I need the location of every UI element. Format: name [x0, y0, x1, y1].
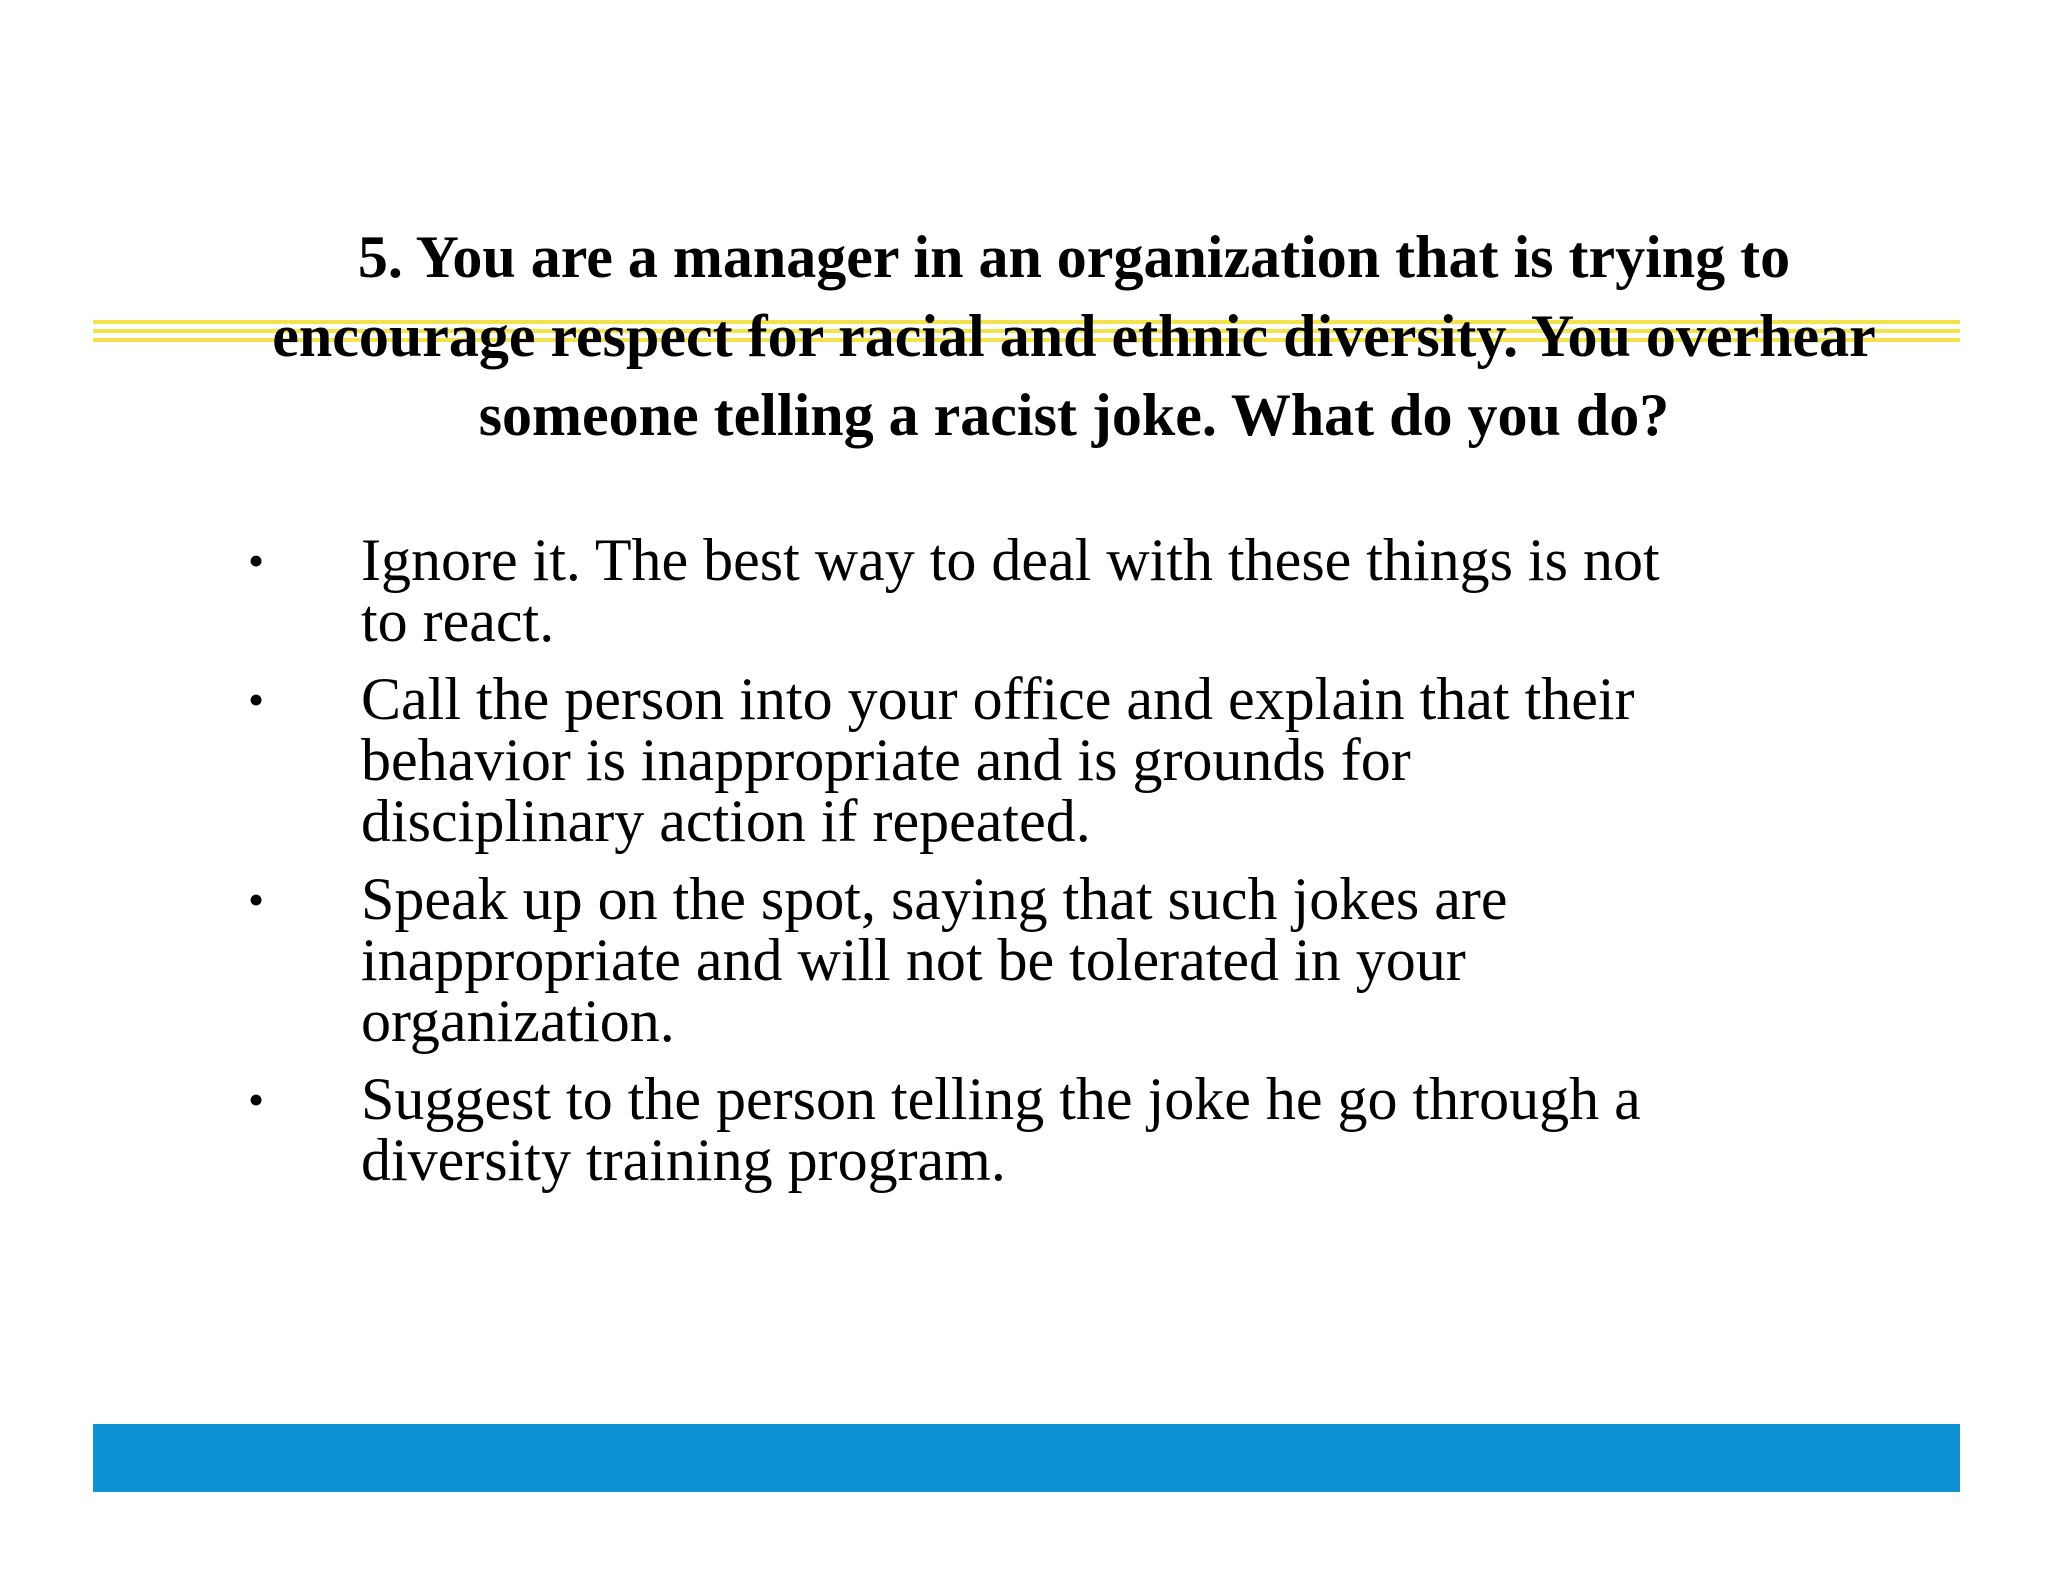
option-text-line: Speak up on the spot, saying that such jokes are — [361, 866, 1508, 932]
title-line: encourage respect for racial and ethnic diversity. You overhear — [272, 303, 1876, 369]
option-text-line: Suggest to the person telling the joke he go through a — [361, 1066, 1641, 1132]
footer-blue-bar — [93, 1424, 1960, 1492]
option-text-line: Call the person into your office and explain that their — [361, 666, 1635, 732]
bullet-icon: • — [248, 674, 265, 725]
answer-option-4 — [248, 1066, 1808, 1193]
question-title — [150, 218, 1998, 455]
title-line: someone telling a racist joke. What do you do? — [478, 382, 1670, 448]
answer-option-3 — [248, 866, 1808, 1054]
option-text-line: organization. — [361, 988, 675, 1054]
bullet-icon: • — [248, 1074, 265, 1125]
option-text-line: Ignore it. The best way to deal with these things is not — [361, 527, 1660, 593]
answer-option-1 — [248, 527, 1808, 654]
option-text-line: disciplinary action if repeated. — [361, 788, 1091, 854]
bullet-icon: • — [248, 535, 265, 586]
option-text-line: to react. — [361, 588, 555, 654]
option-text-line: diversity training program. — [361, 1127, 1006, 1193]
answer-option-2 — [248, 666, 1808, 854]
answer-options-list — [248, 527, 1808, 1208]
option-text-line: behavior is inappropriate and is grounds for — [361, 727, 1411, 793]
bullet-icon: • — [248, 874, 265, 925]
title-line: 5. You are a manager in an organization that is trying to — [357, 224, 1791, 290]
option-text-line: inappropriate and will not be tolerated in your — [361, 927, 1466, 993]
